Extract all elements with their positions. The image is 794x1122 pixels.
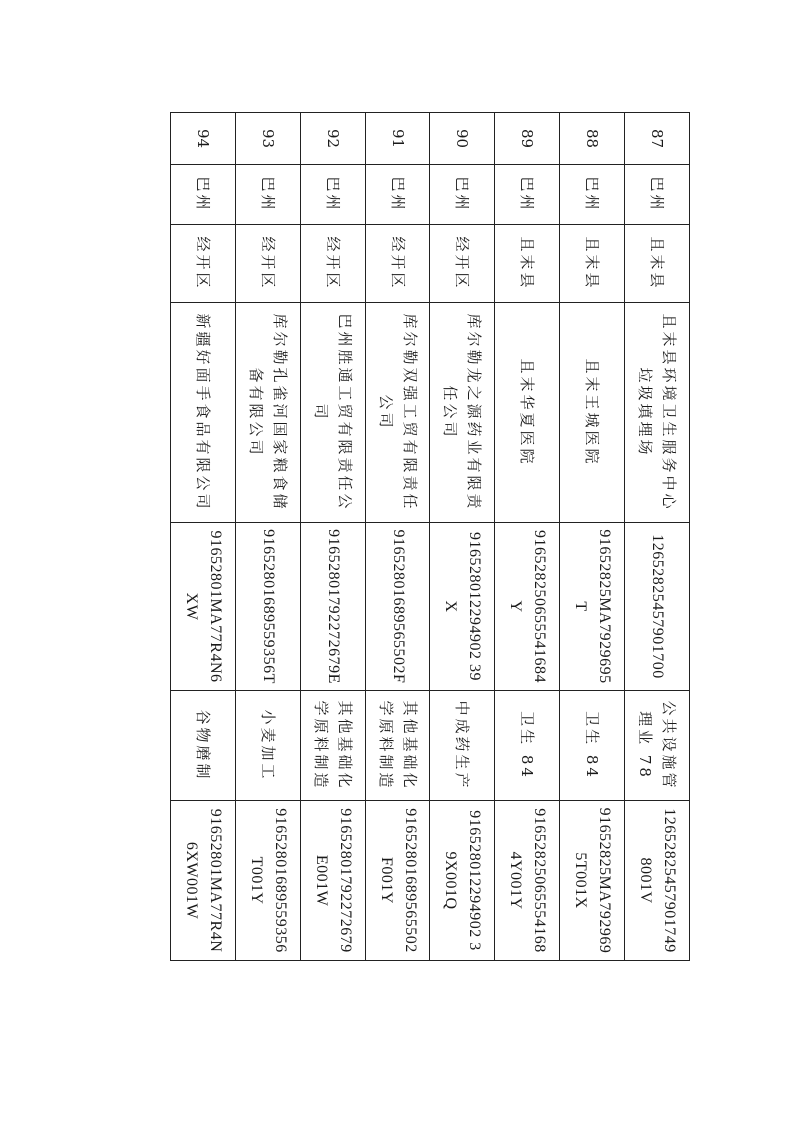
industry-cell: 小麦加工 xyxy=(235,691,300,801)
table-row xyxy=(235,113,300,961)
county-cell: 经开区 xyxy=(430,225,495,303)
table-row xyxy=(560,113,625,961)
credit-code-cell: 91652801689565502F xyxy=(365,523,430,691)
company-name-cell: 库尔勒双强工贸有限责任公司 xyxy=(365,303,430,523)
table-row xyxy=(171,113,236,961)
row-number: 89 xyxy=(495,113,560,165)
permit-number-cell: 916528250655541684Y001Y xyxy=(495,801,560,961)
county-cell: 且末县 xyxy=(625,225,690,303)
industry-cell: 卫生 84 xyxy=(560,691,625,801)
region-cell: 巴州 xyxy=(235,165,300,225)
credit-code-cell: 12652825457901700 xyxy=(625,523,690,691)
company-name-cell: 库尔勒孔雀河国家粮食储备有限公司 xyxy=(235,303,300,523)
permit-number-cell: 91652801792272679E001W xyxy=(300,801,365,961)
company-name-cell: 且末王城医院 xyxy=(560,303,625,523)
table-row xyxy=(625,113,690,961)
credit-code-cell: 91652801MA77R4N6XW xyxy=(171,523,236,691)
row-number: 93 xyxy=(235,113,300,165)
permit-number-cell: 126528254579017498001V xyxy=(625,801,690,961)
row-number: 92 xyxy=(300,113,365,165)
row-number: 87 xyxy=(625,113,690,165)
county-cell: 经开区 xyxy=(365,225,430,303)
permit-table xyxy=(170,112,690,961)
region-cell: 巴州 xyxy=(365,165,430,225)
region-cell: 巴州 xyxy=(171,165,236,225)
county-cell: 经开区 xyxy=(300,225,365,303)
company-name-cell: 库尔勒龙之源药业有限责任公司 xyxy=(430,303,495,523)
industry-cell: 卫生 84 xyxy=(495,691,560,801)
permit-number-cell: 916528012294902 39X001Q xyxy=(430,801,495,961)
credit-code-cell: 916528012294902 39X xyxy=(430,523,495,691)
county-cell: 经开区 xyxy=(235,225,300,303)
credit-code-cell: 91652801689559356T xyxy=(235,523,300,691)
table-row xyxy=(430,113,495,961)
permit-number-cell: 91652801689559356T001Y xyxy=(235,801,300,961)
county-cell: 且末县 xyxy=(560,225,625,303)
permit-table-body xyxy=(171,113,690,961)
region-cell: 巴州 xyxy=(560,165,625,225)
company-name-cell: 新疆好面手食品有限公司 xyxy=(171,303,236,523)
region-cell: 巴州 xyxy=(300,165,365,225)
industry-cell: 其他基础化学原料制造 xyxy=(300,691,365,801)
table-row xyxy=(495,113,560,961)
company-name-cell: 巴州胜通工贸有限责任公司 xyxy=(300,303,365,523)
table-row xyxy=(300,113,365,961)
region-cell: 巴州 xyxy=(625,165,690,225)
credit-code-cell: 91652825MA7929695T xyxy=(560,523,625,691)
industry-cell: 谷物磨制 xyxy=(171,691,236,801)
industry-cell: 公共设施管理业 78 xyxy=(625,691,690,801)
permit-number-cell: 91652801689565502F001Y xyxy=(365,801,430,961)
row-number: 91 xyxy=(365,113,430,165)
row-number: 88 xyxy=(560,113,625,165)
county-cell: 经开区 xyxy=(171,225,236,303)
credit-code-cell: 91652801792272679E xyxy=(300,523,365,691)
row-number: 90 xyxy=(430,113,495,165)
region-cell: 巴州 xyxy=(495,165,560,225)
company-name-cell: 且末华夏医院 xyxy=(495,303,560,523)
region-cell: 巴州 xyxy=(430,165,495,225)
industry-cell: 其他基础化学原料制造 xyxy=(365,691,430,801)
table-row xyxy=(365,113,430,961)
industry-cell: 中成药生产 xyxy=(430,691,495,801)
credit-code-cell: 916528250655541684Y xyxy=(495,523,560,691)
row-number: 94 xyxy=(171,113,236,165)
rotated-table-wrapper xyxy=(170,112,690,960)
permit-number-cell: 91652801MA77R4N6XW001W xyxy=(171,801,236,961)
county-cell: 且末县 xyxy=(495,225,560,303)
company-name-cell: 且末县环境卫生服务中心垃圾填埋场 xyxy=(625,303,690,523)
permit-number-cell: 91652825MA792969 5T001X xyxy=(560,801,625,961)
